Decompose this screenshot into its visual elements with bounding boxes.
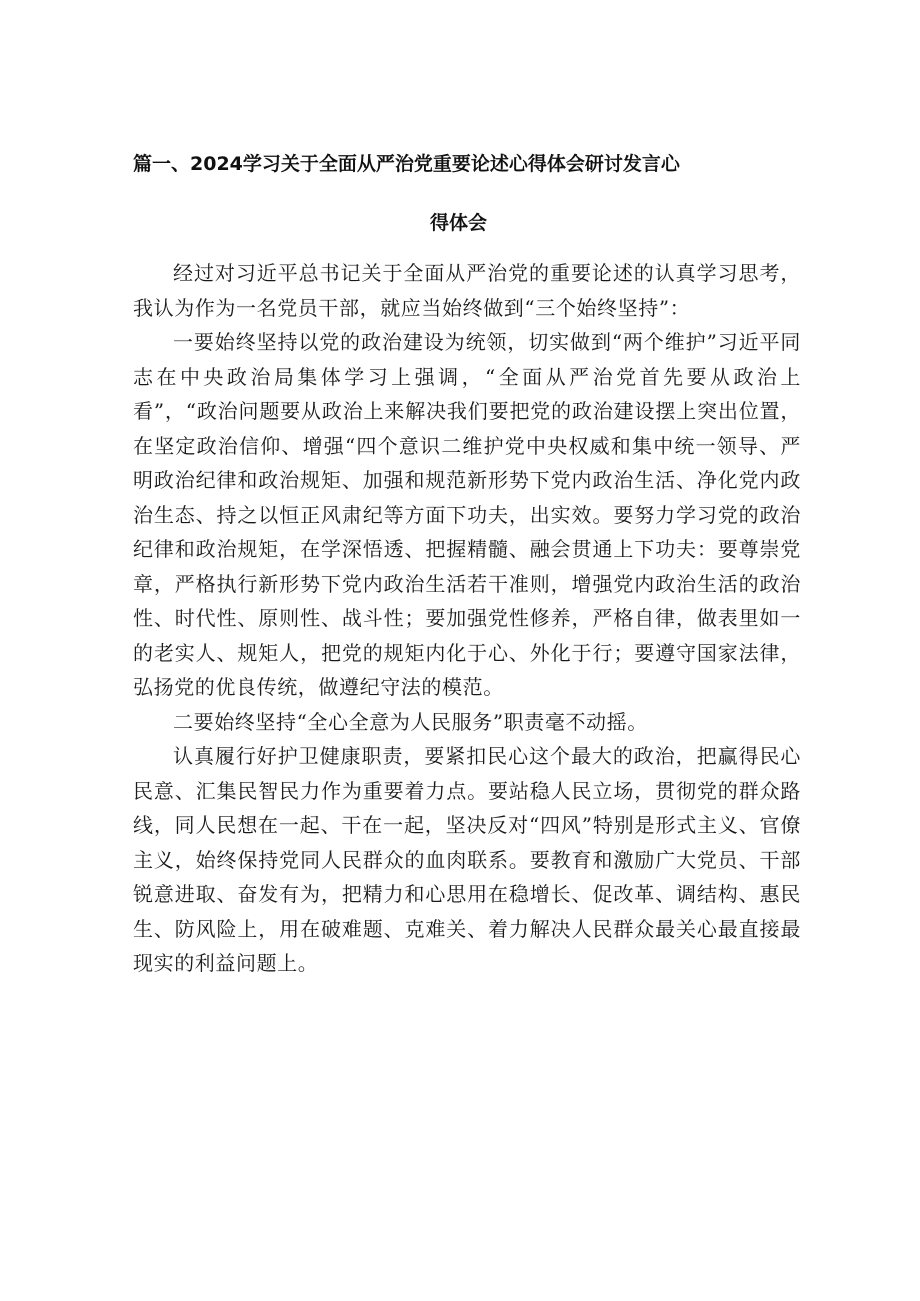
body-paragraph-4: 认真履行好护卫健康职责，要紧扣民心这个最大的政治，把赢得民心民意、汇集民智民力作为重要着力点。要站稳人民立场，贯彻党的群众路线，同人民想在一起、干在一起，坚决反对“四风”特别是形式主义、官僚主义，始终保持党同人民群众的血肉联系。要教育和激励广大党员、干部锐意进取、奋发有为，把精力和心思用在稳增长、促改革、调结构、惠民生、防风险上，用在破难题、克难关、着力解决人民群众最关心最直接最现实的利益问题上。 (133, 744, 801, 975)
body-paragraph-1: 经过对习近平总书记关于全面从严治党的重要论述的认真学习思考，我认为作为一名党员干部，就应当始终做到“三个始终坚持”： (133, 261, 801, 320)
body-paragraph-3: 二要始终坚持“全心全意为人民服务”职责毫不动摇。 (173, 709, 648, 734)
document-title-line-1: 篇一、2024学习关于全面从严治党重要论述心得体会研讨发言心 (133, 153, 680, 175)
document-body (133, 256, 801, 981)
body-paragraph-2: 一要始终坚持以党的政治建设为统领，切实做到“两个维护”习近平同志在中央政治局集体学习上强调，“全面从严治党首先要从政治上看”，“政治问题要从政治上来解决我们要把党的政治建设摆上突出位置，在坚定政治信仰、增强“四个意识二维护党中央权威和集中统一领导、严明政治纪律和政治规矩、加强和规范新形势下党内政治生活、净化党内政治生态、持之以恒正风肃纪等方面下功夫，出实效。要努力学习党的政治纪律和政治规矩，在学深悟透、把握精髓、融会贯通上下功夫：要尊崇党章，严格执行新形势下党内政治生活若干准则，增强党内政治生活的政治性、时代性、原则性、战斗性；要加强党性修养，严格自律，做表里如一的老实人、规矩人，把党的规矩内化于心、外化于行；要遵守国家法律，弘扬党的优良传统，做遵纪守法的模范。 (133, 330, 801, 699)
document-title-line-2: 得体会 (430, 212, 488, 234)
